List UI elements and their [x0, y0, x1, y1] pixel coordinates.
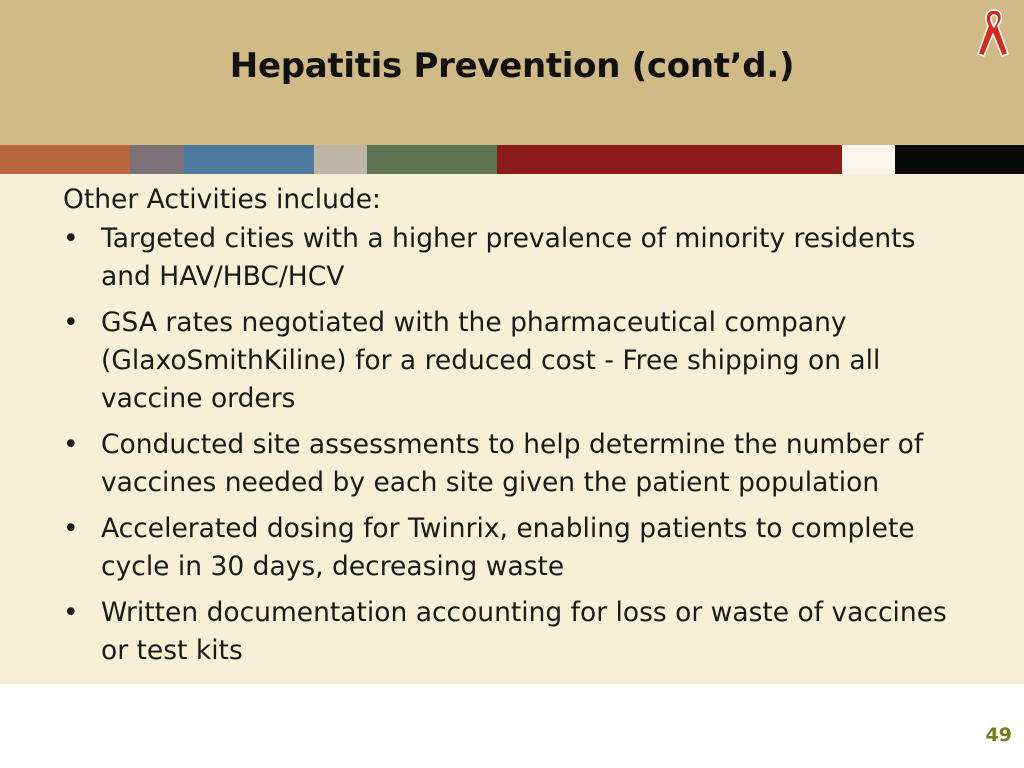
- bullet-list: [63, 220, 973, 670]
- bullet-text: Conducted site assessments to help determine the number of vaccines needed by each site given the patient population: [101, 429, 924, 498]
- stripe-segment: [367, 145, 497, 174]
- bullet-text: Targeted cities with a higher prevalence of minority residents and HAV/HBC/HCV: [101, 223, 916, 292]
- stripe-segment: [842, 145, 895, 174]
- intro-text: Other Activities include:: [63, 184, 381, 215]
- bullet-item: [63, 510, 973, 586]
- slide-header: [0, 0, 1024, 145]
- bullet-marker: •: [63, 513, 79, 544]
- slide-body: [63, 181, 973, 678]
- bullet-item: [63, 304, 973, 418]
- page-number: 49: [985, 724, 1012, 746]
- slide-title: Hepatitis Prevention (cont’d.): [229, 46, 795, 86]
- bullet-item: [63, 220, 973, 296]
- stripe-segment: [895, 145, 1024, 174]
- stripe-segment: [184, 145, 314, 174]
- bullet-marker: •: [63, 223, 79, 254]
- stripe-segment: [497, 145, 842, 174]
- bullet-text: GSA rates negotiated with the pharmaceutical company (GlaxoSmithKiline) for a reduced cost - Free shipping on all vaccine orders: [101, 307, 881, 414]
- bullet-marker: •: [63, 429, 79, 460]
- stripe-segment: [0, 145, 130, 174]
- stripe-segment: [130, 145, 184, 174]
- bullet-item: [63, 594, 973, 670]
- awareness-ribbon-icon: [974, 4, 1014, 60]
- bullet-marker: •: [63, 307, 79, 338]
- decorative-color-stripe: [0, 145, 1024, 174]
- bullet-text: Accelerated dosing for Twinrix, enabling patients to complete cycle in 30 days, decreasing waste: [101, 513, 915, 582]
- bullet-item: [63, 426, 973, 502]
- stripe-segment: [314, 145, 367, 174]
- bullet-text: Written documentation accounting for loss or waste of vaccines or test kits: [101, 597, 947, 666]
- bullet-marker: •: [63, 597, 79, 628]
